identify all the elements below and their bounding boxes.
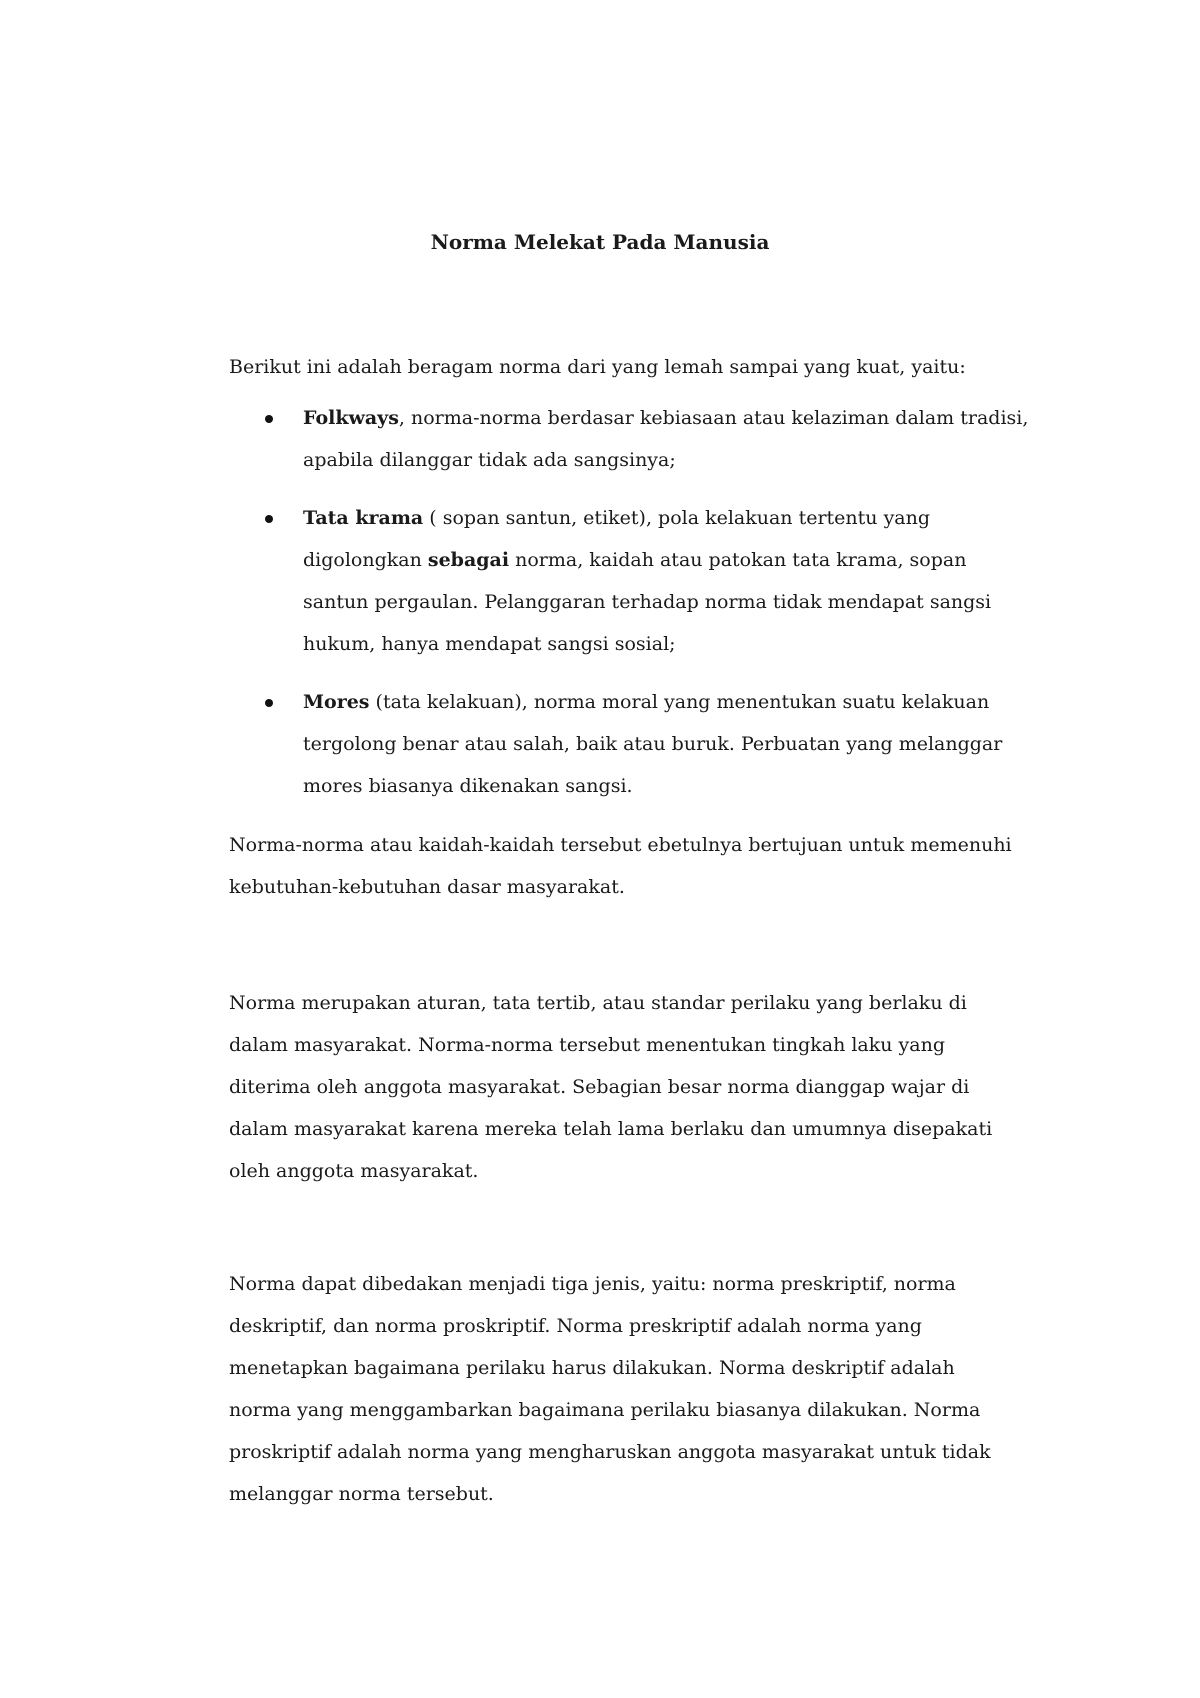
tata-krama-description-start: ( sopan santun, etiket), pola kelakuan tertentu yang digolongkan bbox=[303, 507, 931, 571]
term-mores: Mores bbox=[303, 691, 370, 713]
norm-types-list bbox=[229, 397, 1029, 823]
closing-paragraph: Norma-norma atau kaidah-kaidah tersebut ebetulnya bertujuan untuk memenuhi kebutuhan-kebutuhan dasar masyarakat. bbox=[229, 834, 1012, 898]
intro-paragraph: Berikut ini adalah beragam norma dari yang lemah sampai yang kuat, yaitu: bbox=[229, 356, 966, 378]
term-folkways: Folkways bbox=[303, 407, 399, 429]
tata-krama-description-end: norma, kaidah atau patokan tata krama, sopan santun pergaulan. Pelanggaran terhadap norma tidak mendapat sangsi hukum, hanya mendapat sangsi sosial; bbox=[303, 549, 992, 655]
folkways-description: , norma-norma berdasar kebiasaan atau kelaziman dalam tradisi, apabila dilanggar tidak ada sangsinya; bbox=[303, 407, 1029, 471]
bold-word-sebagai: sebagai bbox=[427, 549, 510, 571]
bullet-icon bbox=[265, 699, 273, 707]
list-item-mores bbox=[229, 681, 1029, 807]
bullet-icon bbox=[265, 515, 273, 523]
mores-description: (tata kelakuan), norma moral yang menentukan suatu kelakuan tergolong benar atau salah, baik atau buruk. Perbuatan yang melanggar mores biasanya dikenakan sangsi. bbox=[303, 691, 1003, 797]
document-title: Norma Melekat Pada Manusia bbox=[430, 230, 770, 254]
list-item-tata-krama bbox=[229, 497, 1029, 665]
definition-paragraph: Norma merupakan aturan, tata tertib, atau standar perilaku yang berlaku di dalam masyarakat. Norma-norma tersebut menentukan tingkah laku yang diterima oleh anggota masyarakat. Sebagian besar norma dianggap wajar di dalam masyarakat karena mereka telah lama berlaku dan umumnya disepakati oleh anggota masyarakat. bbox=[229, 992, 993, 1182]
term-tata-krama: Tata krama bbox=[303, 507, 424, 529]
list-item-folkways bbox=[229, 397, 1029, 481]
bullet-icon bbox=[265, 415, 273, 423]
types-paragraph: Norma dapat dibedakan menjadi tiga jenis, yaitu: norma preskriptif, norma deskriptif, dan norma proskriptif. Norma preskriptif adalah norma yang menetapkan bagaimana perilaku harus dilakukan. Norma deskriptif adalah norma yang menggambarkan bagaimana perilaku biasanya dilakukan. Norma proskriptif adalah norma yang mengharuskan anggota masyarakat untuk tidak melanggar norma tersebut. bbox=[229, 1273, 991, 1505]
